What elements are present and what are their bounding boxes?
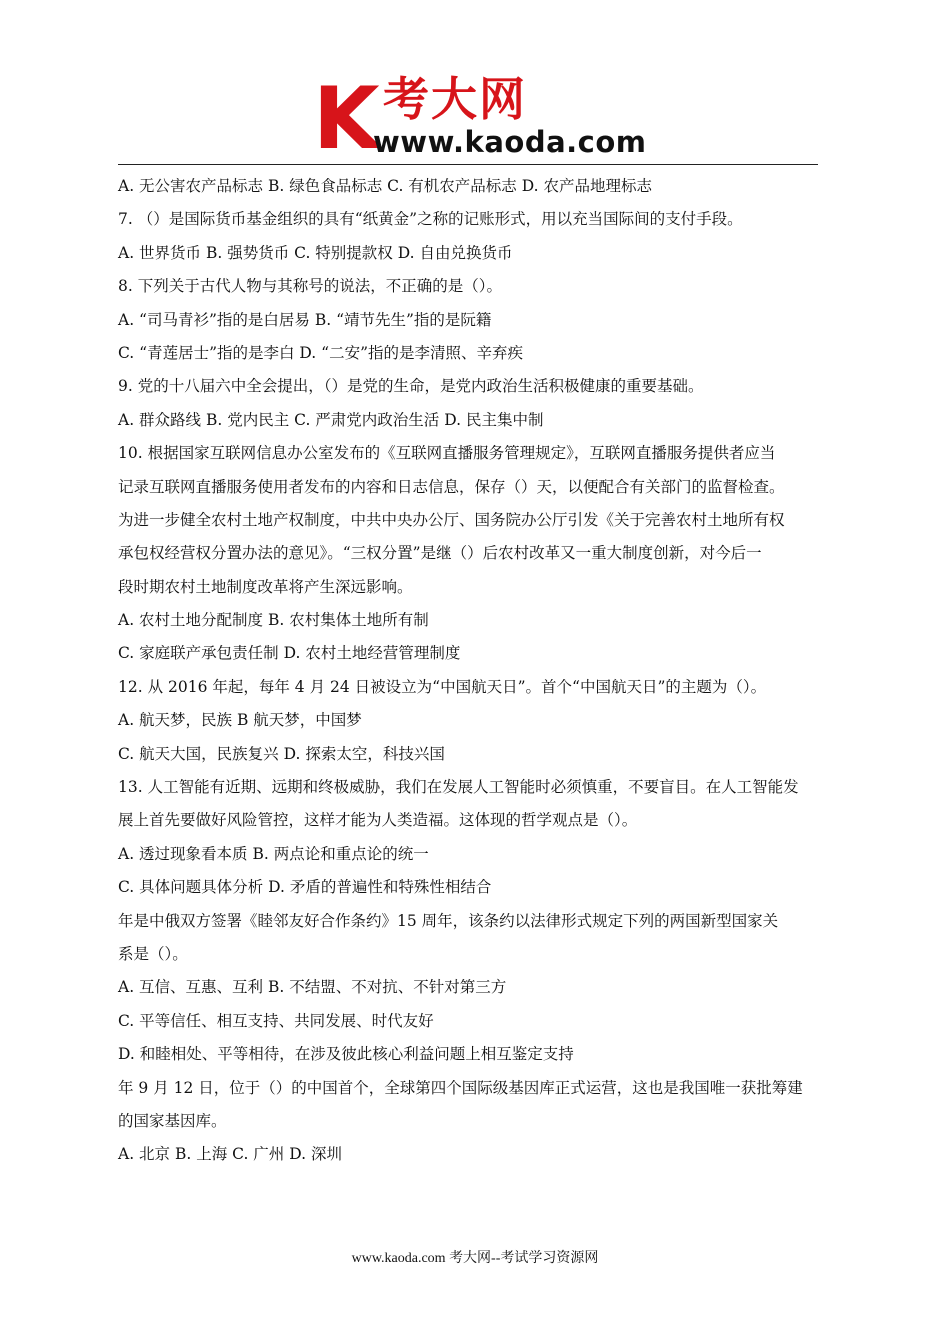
text-line: 记录互联网直播服务使用者发布的内容和日志信息，保存（）天，以便配合有关部门的监督检查。 <box>118 477 785 496</box>
text-line: A. 农村土地分配制度 B. 农村集体土地所有制 <box>118 611 429 630</box>
text-line: C. 具体问题具体分析 D. 矛盾的普遍性和特殊性相结合 <box>118 878 492 897</box>
logo-url: www.kaoda.com <box>373 125 647 159</box>
text-line: 10. 根据国家互联网信息办公室发布的《互联网直播服务管理规定》，互联网直播服务提供者应当 <box>118 444 776 463</box>
kaoda-logo <box>313 69 647 169</box>
text-line: C. 平等信任、相互支持、共同发展、时代友好 <box>118 1011 434 1030</box>
text-line: A. “司马青衫”指的是白居易 B. “靖节先生”指的是阮籍 <box>118 310 492 329</box>
text-line: 系是（）。 <box>118 944 188 963</box>
text-line: 展上首先要做好风险管控，这样才能为人类造福。这体现的哲学观点是（）。 <box>118 811 638 830</box>
text-line: 承包权经营权分置办法的意见》。“三权分置”是继（）后农村改革又一重大制度创新，对今后一 <box>118 544 762 563</box>
logo-title: 考大网 <box>383 72 527 126</box>
logo-k-mark: K <box>313 69 376 169</box>
text-line: 7. （）是国际货币基金组织的具有“纸黄金”之称的记账形式，用以充当国际间的支付手段。 <box>118 210 743 229</box>
text-line: D. 和睦相处、平等相待，在涉及彼此核心利益问题上相互鉴定支持 <box>118 1045 574 1064</box>
text-line: 年是中俄双方签署《睦邻友好合作条约》15 周年，该条约以法律形式规定下列的两国新型国家关 <box>118 911 779 930</box>
text-line: 的国家基因库。 <box>118 1111 227 1130</box>
text-line: A. 互信、互惠、互利 B. 不结盟、不对抗、不针对第三方 <box>118 978 507 997</box>
text-line: 9. 党的十八届六中全会提出，（）是党的生命，是党内政治生活积极健康的重要基础。 <box>118 377 704 396</box>
text-line: A. 透过现象看本质 B. 两点论和重点论的统一 <box>118 844 429 863</box>
text-line: C. 家庭联产承包责任制 D. 农村土地经营管理制度 <box>118 644 461 663</box>
text-line: 8. 下列关于古代人物与其称号的说法，不正确的是（）。 <box>118 277 502 296</box>
text-line: C. 航天大国，民族复兴 D. 探索太空，科技兴国 <box>118 744 445 763</box>
text-line: A. 无公害农产品标志 B. 绿色食品标志 C. 有机农产品标志 D. 农产品地理标志 <box>118 177 652 195</box>
text-line: 为进一步健全农村土地产权制度，中共中央办公厅、国务院办公厅引发《关于完善农村土地所有权 <box>118 510 785 529</box>
text-line: A. 航天梦，民族 B 航天梦，中国梦 <box>118 711 362 730</box>
text-line: A. 世界货币 B. 强势货币 C. 特别提款权 D. 自由兑换货币 <box>118 243 513 262</box>
page-footer: www.kaoda.com 考大网--考试学习资源网 <box>351 1251 599 1266</box>
text-line: A. 群众路线 B. 党内民主 C. 严肃党内政治生活 D. 民主集中制 <box>118 410 544 429</box>
document-body <box>118 170 818 1172</box>
text-line: A. 北京 B. 上海 C. 广州 D. 深圳 <box>118 1145 342 1164</box>
text-line: C. “青莲居士”指的是李白 D. “二安”指的是李清照、辛弃疾 <box>118 343 524 362</box>
text-line: 12. 从 2016 年起，每年 4 月 24 日被设立为“中国航天日”。首个“中国航天日”的主题为（）。 <box>118 677 767 696</box>
text-line: 段时期农村土地制度改革将产生深远影响。 <box>118 577 413 596</box>
header-divider <box>118 164 818 165</box>
text-line: 13. 人工智能有近期、远期和终极威胁，我们在发展人工智能时必须慎重，不要盲目。在人工智能发 <box>118 778 799 797</box>
text-line: 年 9 月 12 日，位于（）的中国首个，全球第四个国际级基因库正式运营，这也是我国唯一获批筹建 <box>118 1078 803 1097</box>
